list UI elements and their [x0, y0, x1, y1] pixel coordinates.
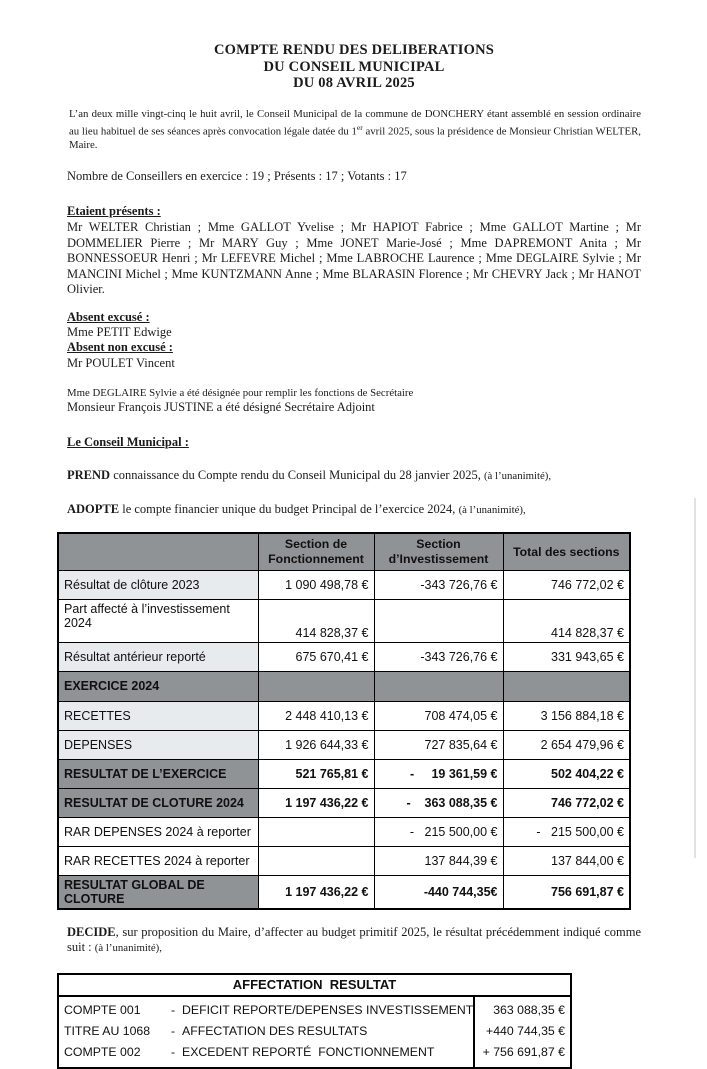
finance-cell: 756 691,87 € — [503, 875, 630, 909]
finance-section-label: EXERCICE 2024 — [58, 671, 258, 701]
finance-cell: 727 835,64 € — [374, 730, 503, 759]
finance-row-label: Résultat de clôture 2023 — [58, 570, 258, 599]
dash-separator: - — [170, 1045, 176, 1060]
finance-cell: 1 926 644,33 € — [258, 730, 374, 759]
finance-cell: 414 828,37 € — [258, 599, 374, 642]
finance-cell: -343 726,76 € — [374, 642, 503, 671]
account-code: COMPTE 002 — [64, 1045, 141, 1060]
finance-cell: 1 197 436,22 € — [258, 788, 374, 817]
amount-value: 363 088,35 € — [493, 1002, 565, 1017]
finance-cell — [258, 846, 374, 875]
finance-cell: 2 654 479,96 € — [503, 730, 630, 759]
finance-cell: - 215 500,00 € — [503, 817, 630, 846]
finance-cell: -440 744,35€ — [374, 875, 503, 909]
affectation-left-column — [59, 997, 473, 1067]
account-code: COMPTE 001 — [64, 1003, 141, 1018]
resolution-verb: DECIDE — [67, 924, 116, 939]
affectation-value-column — [473, 997, 570, 1067]
finance-row-label: RESULTAT DE CLOTURE 2024 — [58, 788, 258, 817]
secretary-adjoint-note: Monsieur François JUSTINE a été désigné Secrétaire Adjoint — [67, 399, 375, 414]
absent-excused-name: Mme PETIT Edwige — [67, 325, 172, 340]
unanimity-note: (à l’unanimité), — [94, 942, 162, 955]
finance-cell: 414 828,37 € — [503, 599, 630, 642]
affectation-row — [59, 1000, 473, 1021]
finance-row-label: RESULTAT GLOBAL DE CLOTURE — [58, 875, 258, 909]
title-line-1: COMPTE RENDU DES DELIBERATIONS — [213, 42, 495, 58]
absent-not-excused-heading: Absent non excusé : — [67, 340, 173, 355]
finance-cell: 708 474,05 € — [374, 701, 503, 730]
finance-cell: 137 844,39 € — [374, 846, 503, 875]
finance-cell: - 215 500,00 € — [374, 817, 503, 846]
finance-cell: - 363 088,35 € — [374, 788, 503, 817]
finance-cell: 1 090 498,78 € — [258, 570, 374, 599]
account-label: EXCEDENT REPORTÉ FONCTIONNEMENT — [182, 1045, 435, 1060]
finance-row-label: Part affecté à l’investissement 2024 — [58, 599, 258, 642]
dash-separator: - — [170, 1003, 176, 1018]
amount-value: + 756 691,87 € — [482, 1044, 565, 1059]
finance-emphasis-row — [58, 788, 630, 817]
account-code: TITRE AU 1068 — [64, 1024, 151, 1039]
finance-cell: -343 726,76 € — [374, 570, 503, 599]
affectation-row — [59, 1042, 473, 1063]
resolution-text: connaissance du Compte rendu du Conseil Municipal du 28 janvier 2025, — [110, 467, 484, 482]
resolution-prend — [67, 468, 641, 485]
document-title — [67, 42, 641, 92]
resolution-text: le compte financier unique du budget Principal de l’exercice 2024, — [119, 502, 459, 517]
finance-section-row — [58, 671, 630, 701]
present-heading: Etaient présents : — [67, 204, 161, 219]
unanimity-note: (à l’unanimité), — [458, 504, 526, 517]
finance-cell — [258, 671, 374, 701]
absent-not-excused-name: Mr POULET Vincent — [67, 355, 175, 370]
affectation-title: AFFECTATION RESULTAT — [59, 975, 570, 997]
intro-text-after: avril 2025, sous la présidence de Monsieur Christian WELTER, Maire. — [69, 125, 642, 152]
finance-cell: 1 197 436,22 € — [258, 875, 374, 909]
finance-row-label: DEPENSES — [58, 730, 258, 759]
affectation-table — [57, 973, 572, 1069]
resolution-adopte — [67, 502, 641, 519]
finance-cell: 3 156 884,18 € — [503, 701, 630, 730]
resolution-verb: PREND — [67, 467, 111, 482]
affectation-row — [59, 1021, 473, 1042]
secretary-note: Mme DEGLAIRE Sylvie a été désignée pour remplir les fonctions de Secrétaire — [67, 386, 414, 399]
finance-header-total: Total des sections — [503, 533, 630, 571]
finance-header-fonctionnement: Section de Fonctionnement — [258, 533, 374, 571]
absent-block — [67, 310, 641, 371]
title-line-3: DU 08 AVRIL 2025 — [293, 75, 415, 91]
finance-row-label: RAR RECETTES 2024 à reporter — [58, 846, 258, 875]
finance-cell: 137 844,00 € — [503, 846, 630, 875]
finance-cell — [503, 671, 630, 701]
finance-emphasis-row — [58, 875, 630, 909]
finance-cell — [258, 817, 374, 846]
finance-cell: 675 670,41 € — [258, 642, 374, 671]
finance-row — [58, 570, 630, 599]
finance-row — [58, 846, 630, 875]
finance-header-empty — [58, 533, 258, 571]
finance-emphasis-row — [58, 759, 630, 788]
finance-row-label: RECETTES — [58, 701, 258, 730]
unanimity-note: (à l’unanimité), — [483, 469, 552, 482]
finance-row — [58, 599, 630, 642]
session-intro-paragraph — [69, 107, 641, 153]
scan-artifact-line — [694, 498, 696, 858]
finance-row-label: Résultat antérieur reporté — [58, 642, 258, 671]
finance-cell: 746 772,02 € — [503, 570, 630, 599]
finance-table — [57, 532, 631, 910]
counselors-count-line: Nombre de Conseillers en exercice : 19 ; Présents : 17 ; Votants : 17 — [67, 169, 407, 184]
finance-row — [58, 817, 630, 846]
affectation-body — [59, 997, 570, 1067]
finance-row — [58, 701, 630, 730]
resolution-verb: ADOPTE — [67, 502, 120, 517]
resolution-decide — [67, 925, 641, 957]
finance-cell: 521 765,81 € — [258, 759, 374, 788]
finance-cell: 502 404,22 € — [503, 759, 630, 788]
finance-cell — [374, 599, 503, 642]
account-label: DEFICIT REPORTE/DEPENSES INVESTISSEMENT — [182, 1003, 474, 1018]
absent-excused-heading: Absent excusé : — [67, 310, 150, 325]
finance-table-wrapper — [57, 532, 641, 910]
finance-cell: 331 943,65 € — [503, 642, 630, 671]
intro-text: L’an deux mille vingt-cinq le huit avril, le Conseil Municipal de la commune de DONCHERY étant assemblé en session ordinaire au lieu habituel de ses séances après convocation légale datée du 1 — [69, 107, 641, 138]
finance-header-row — [58, 533, 630, 571]
present-members-list: Mr WELTER Christian ; Mme GALLOT Yvelise ; Mr HAPIOT Fabrice ; Mme GALLOT Martine ; Mr DOMMELIER Pierre ; Mr MARY Guy ; Mme JONET Marie-José ; Mme DAPREMONT Anita ; Mr BONNESSOEUR Henri ; Mr LEFEVRE Michel ; Mme LABROCHE Laurence ; Mme DEGLAIRE Sylvie ; Mr MANCINI Michel ; Mme KUNTZMANN Anne ; Mme BLARASIN Florence ; Mr CHEVRY Jack ; Mr HANOT Olivier. — [67, 220, 641, 297]
resolution-text: , sur proposition du Maire, d’affecter au budget primitif 2025, le résultat précédemment indiqué comme suit : — [67, 924, 641, 955]
account-label: AFFECTATION DES RESULTATS — [182, 1024, 368, 1039]
finance-cell: - 19 361,59 € — [374, 759, 503, 788]
finance-row-label: RESULTAT DE L’EXERCICE — [58, 759, 258, 788]
council-heading: Le Conseil Municipal : — [67, 434, 189, 449]
dash-separator: - — [170, 1024, 176, 1039]
finance-row — [58, 730, 630, 759]
title-line-2: DU CONSEIL MUNICIPAL — [263, 58, 445, 75]
finance-row — [58, 642, 630, 671]
finance-header-investissement: Section d’Investissement — [374, 533, 503, 571]
finance-cell — [374, 671, 503, 701]
finance-row-label: RAR DEPENSES 2024 à reporter — [58, 817, 258, 846]
amount-value: +440 744,35 € — [486, 1023, 565, 1038]
intro-superscript: er — [356, 122, 363, 132]
finance-cell: 746 772,02 € — [503, 788, 630, 817]
finance-cell: 2 448 410,13 € — [258, 701, 374, 730]
